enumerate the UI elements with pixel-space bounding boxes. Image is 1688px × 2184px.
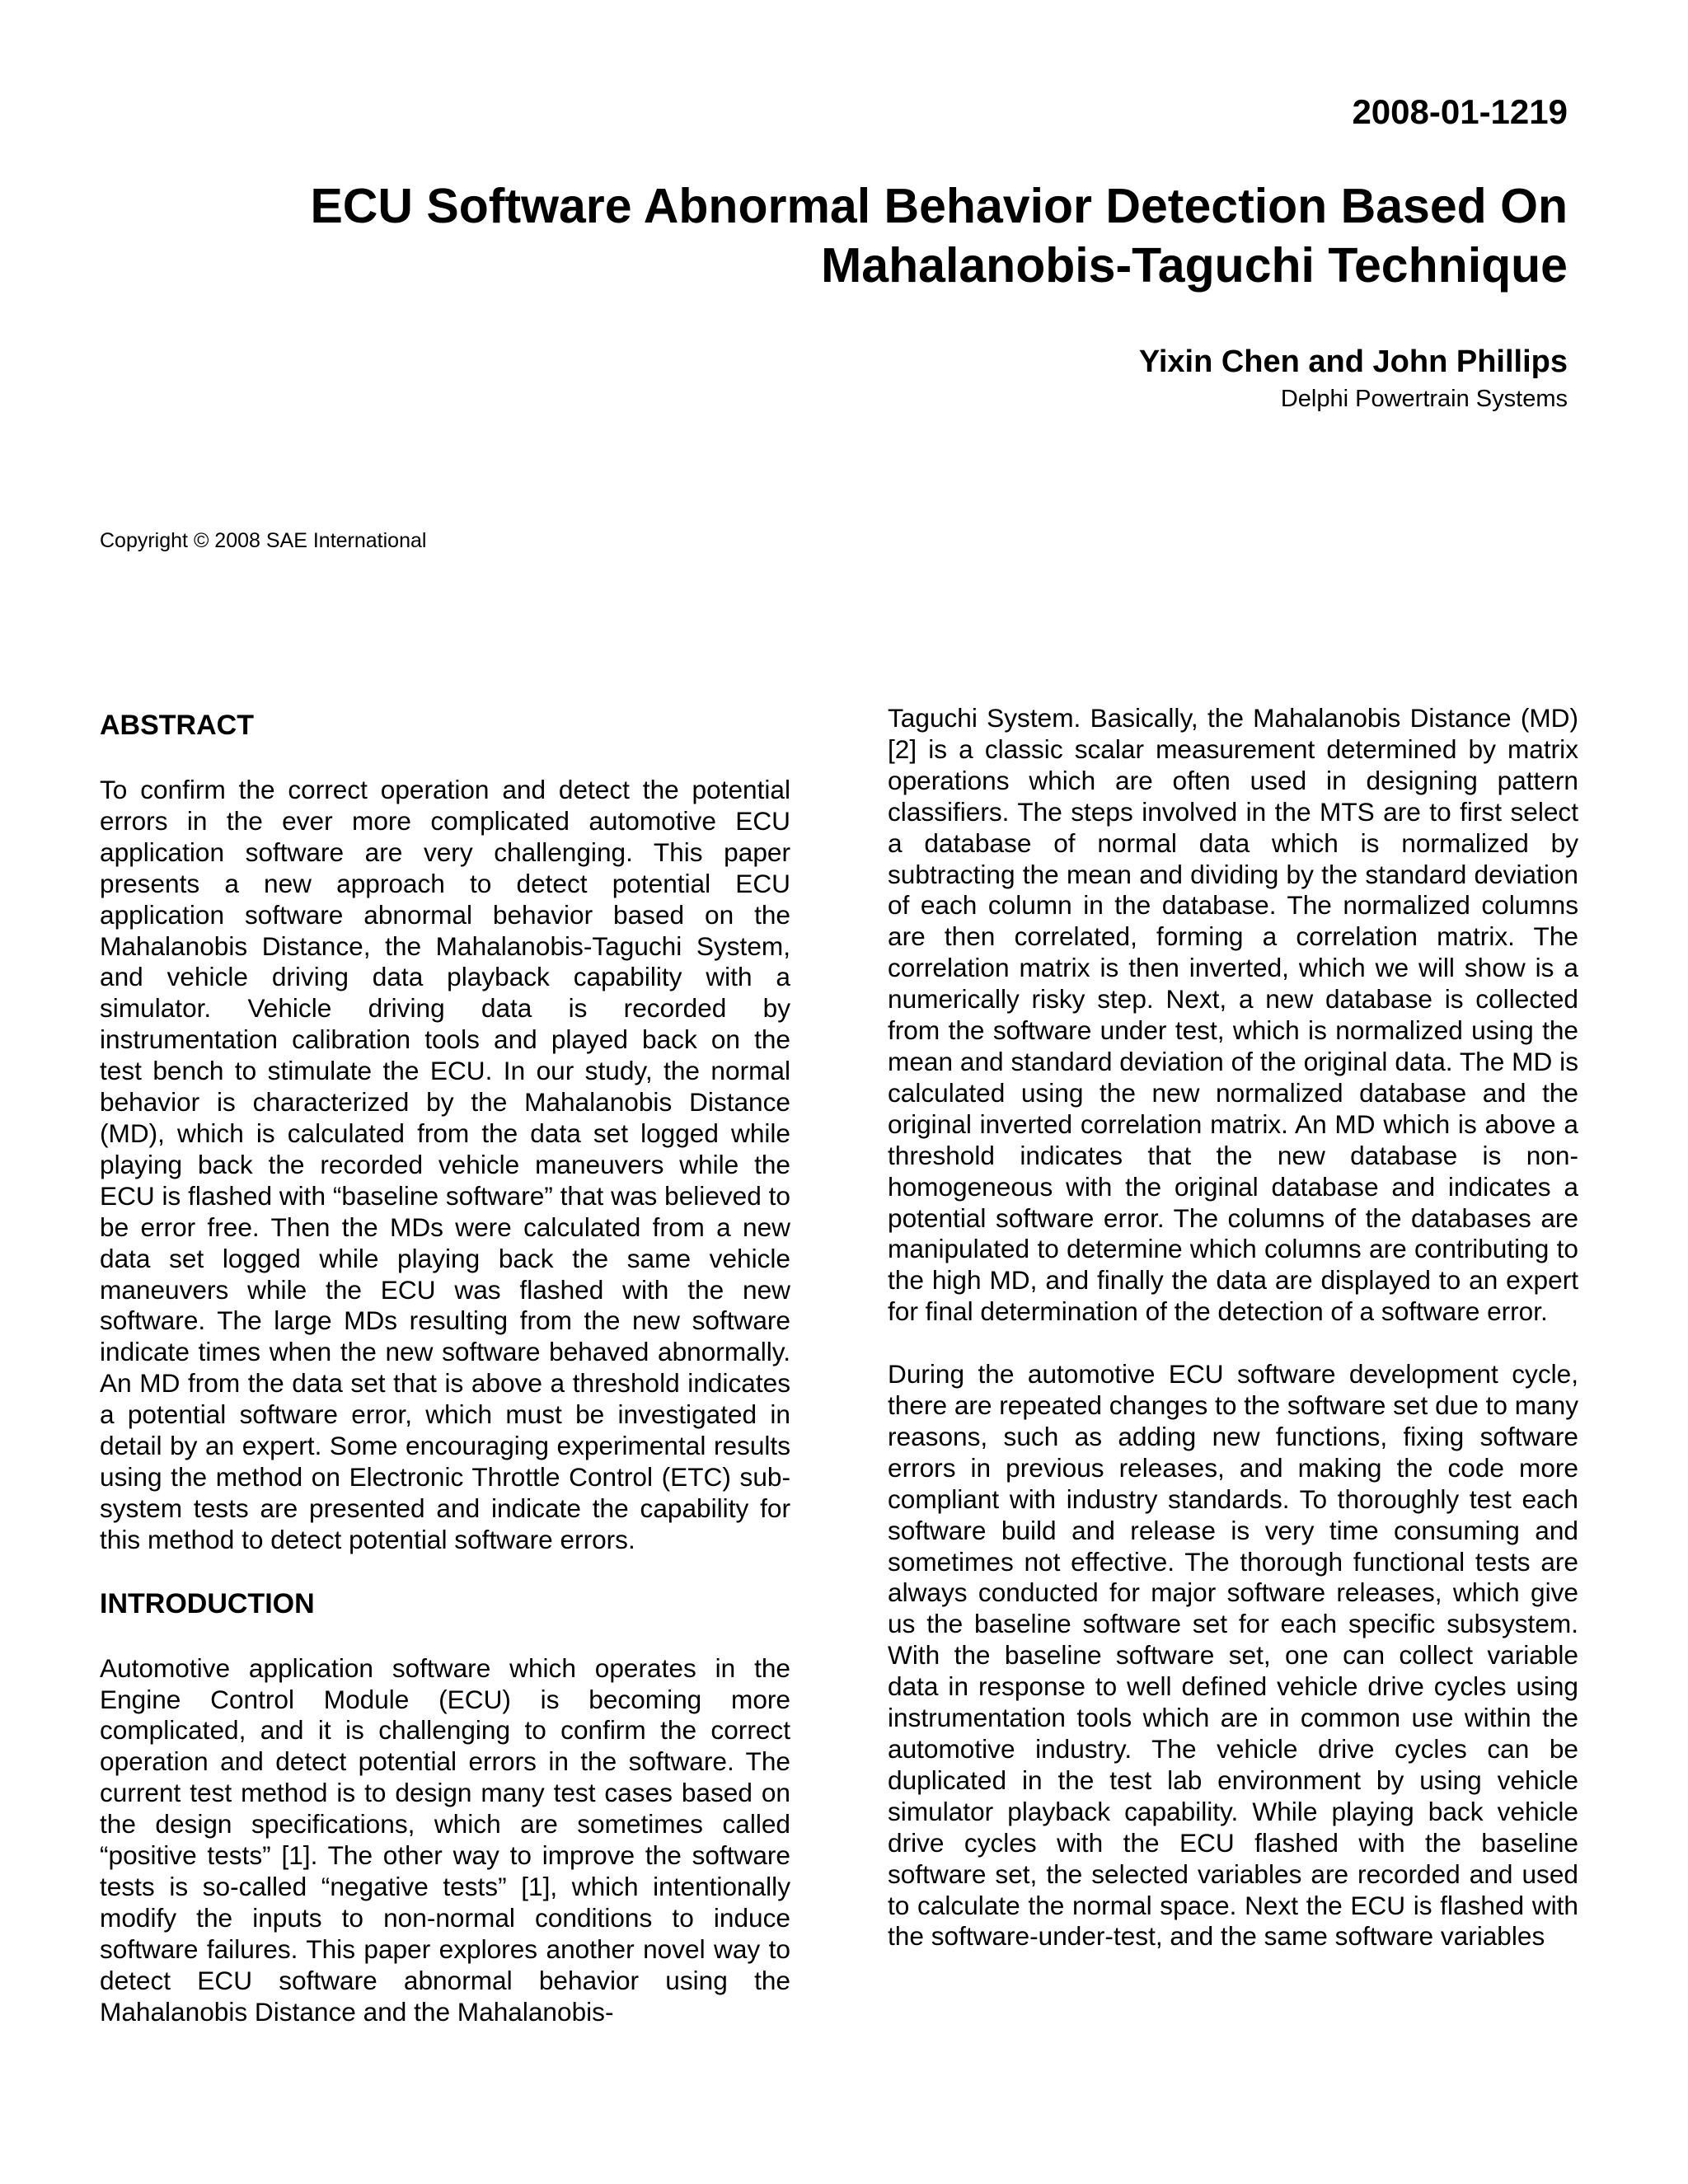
right-column	[888, 703, 1578, 1984]
introduction-heading: INTRODUCTION	[100, 1587, 315, 1619]
introduction-paragraph: Automotive application software which operates in the Engine Control Module (ECU) is becoming more complicated, and it is challenging to confirm the correct operation and detect potential errors in the software. The current test method is to design many test cases based on the design specifications, which are sometimes called “positive tests” [1]. The other way to improve the software tests is so-called “negative tests” [1], which intentionally modify the inputs to non-normal conditions to induce software failures. This paper explores another novel way to detect ECU software abnormal behavior using the Mahalanobis Distance and the Mahalanobis-	[100, 1652, 790, 2027]
copyright-notice: Copyright © 2008 SAE International	[100, 529, 427, 552]
left-column	[100, 709, 790, 2060]
mts-paragraph: Taguchi System. Basically, the Mahalanobis Distance (MD) [2] is a classic scalar measurement determined by matrix operations which are often used in designing pattern classifiers. The steps involved in the MTS are to first select a database of normal data which is normalized by subtracting the mean and dividing by the standard deviation of each column in the database. The normalized columns are then correlated, forming a correlation matrix. The correlation matrix is then inverted, which we will show is a numerically risky step. Next, a new database is collected from the software under test, which is normalized using the mean and standard deviation of the original data. The MD is calculated using the new normalized database and the original inverted correlation matrix. An MD which is above a threshold indicates that the new database is non-homogeneous with the original database and indicates a potential software error. The columns of the databases are manipulated to determine which columns are contributing to the high MD, and finally the data are displayed to an expert for final determination of the detection of a software error.	[888, 703, 1578, 1327]
paper-number: 2008-01-1219	[1352, 92, 1568, 131]
authors: Yixin Chen and John Phillips	[1138, 344, 1568, 379]
development-cycle-paragraph: During the automotive ECU software development cycle, there are repeated changes to the software set due to many reasons, such as adding new functions, fixing software errors in previous releases, and making the code more compliant with industry standards. To thoroughly test each software build and release is very time consuming and sometimes not effective. The thorough functional tests are always conducted for major software releases, which give us the baseline software set for each specific subsystem. With the baseline software set, one can collect variable data in response to well defined vehicle drive cycles using instrumentation tools which are in common use within the automotive industry. The vehicle drive cycles can be duplicated in the test lab environment by using vehicle simulator playback capability. While playing back vehicle drive cycles with the ECU flashed with the baseline software set, the selected variables are recorded and used to calculate the normal space. Next the ECU is flashed with the software-under-test, and the same software variables	[888, 1359, 1578, 1952]
title-line-2: Mahalanobis-Taguchi Technique	[821, 238, 1568, 293]
affiliation: Delphi Powertrain Systems	[1280, 386, 1568, 412]
abstract-paragraph: To confirm the correct operation and detect the potential errors in the ever more complicated automotive ECU application software are very challenging. This paper presents a new approach to detect potential ECU application software abnormal behavior based on the Mahalanobis Distance, the Mahalanobis-Taguchi System, and vehicle driving data playback capability with a simulator. Vehicle driving data is recorded by instrumentation calibration tools and played back on the test bench to stimulate the ECU. In our study, the normal behavior is characterized by the Mahalanobis Distance (MD), which is calculated from the data set logged while playing back the recorded vehicle maneuvers while the ECU is flashed with “baseline software” that was believed to be error free. Then the MDs were calculated from a new data set logged while playing back the same vehicle maneuvers while the ECU was flashed with the new software. The large MDs resulting from the new software indicate times when the new software behaved abnormally. An MD from the data set that is above a threshold indicates a potential software error, which must be investigated in detail by an expert. Some encouraging experimental results using the method on Electronic Throttle Control (ETC) sub-system tests are presented and indicate the capability for this method to detect potential software errors.	[100, 775, 790, 1554]
title-line-1: ECU Software Abnormal Behavior Detection Based On	[310, 179, 1568, 233]
abstract-heading: ABSTRACT	[100, 710, 254, 741]
paper-title	[166, 176, 1568, 295]
